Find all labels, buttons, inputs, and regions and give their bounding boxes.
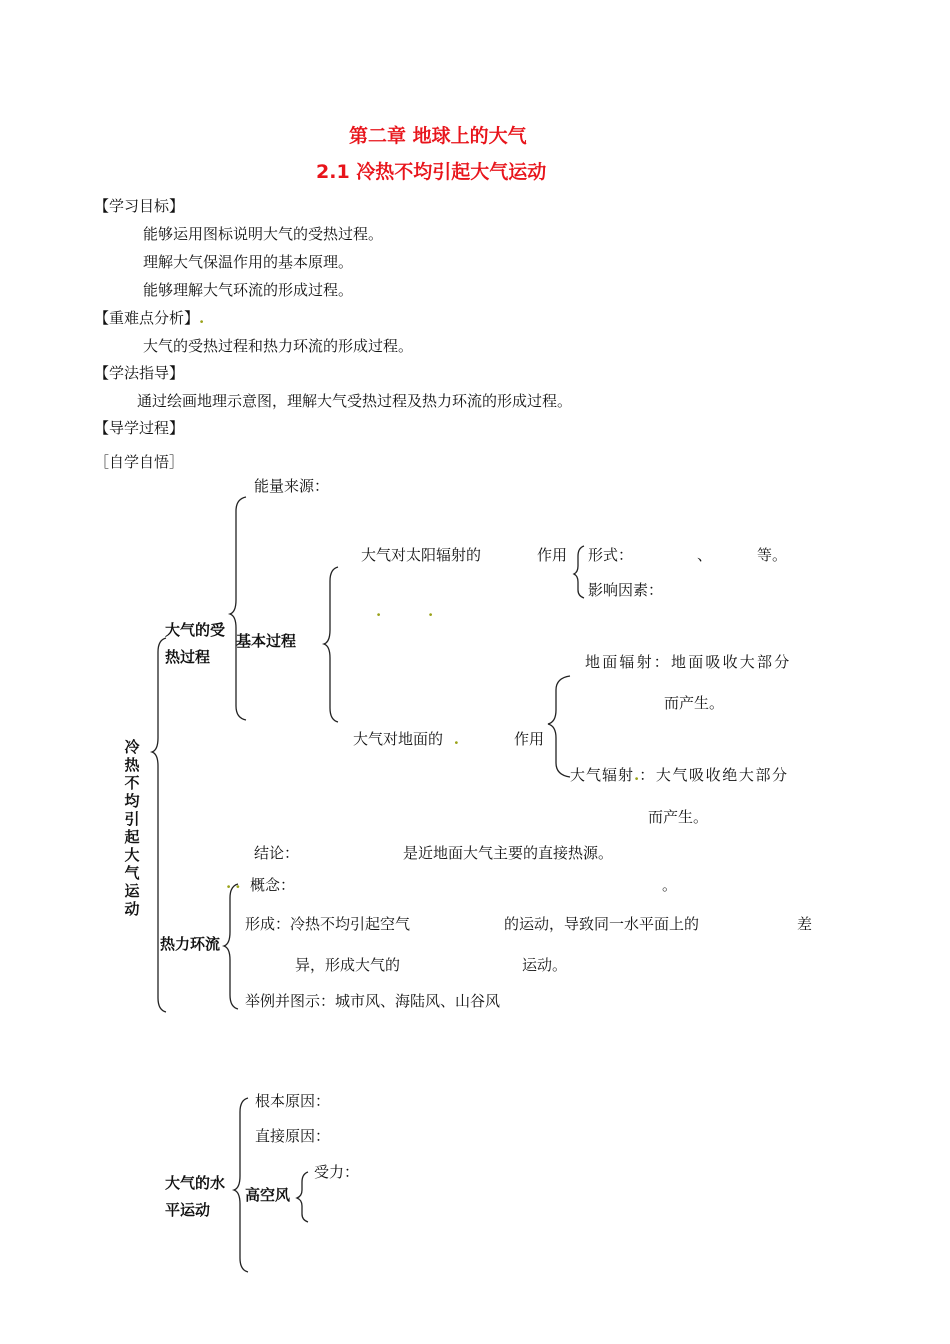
form-label: 形式： (588, 546, 634, 564)
horizontal-label-1: 大气的水 (165, 1174, 226, 1192)
key-points-text: 大气的受热过程和热力环流的形成过程。 (143, 337, 414, 355)
section-title: 2.1 冷热不均引起大气运动 (316, 161, 547, 183)
circulation-marks (226, 876, 240, 891)
ground-bracket (548, 676, 570, 777)
upper-wind-bracket (297, 1172, 308, 1222)
formation-text: 形成：冷热不均引起空气 (245, 915, 411, 933)
atmo-rad-b: ：大气吸收绝大部分 (639, 766, 789, 784)
ground-effect-text: 大气对地面的 (353, 730, 444, 748)
method-text: 通过绘画地理示意图，理解大气受热过程及热力环流的形成过程。 (137, 392, 573, 410)
conclusion-label: 结论： (254, 844, 300, 862)
basic-process-label: 基本过程 (236, 632, 297, 650)
atmo-rad (570, 768, 789, 783)
ground-rad: 地面辐射：地面吸收大部分 (585, 653, 792, 671)
method-heading: 【学法指导】 (94, 364, 185, 382)
force-label: 受力： (314, 1163, 360, 1181)
direct-cause-label: 直接原因： (255, 1127, 331, 1145)
concept-end: 。 (662, 876, 678, 894)
process-heading: 【导学过程】 (94, 419, 185, 437)
circulation-bracket (224, 884, 238, 1009)
upper-wind-label: 高空风 (245, 1186, 291, 1204)
blank-mark: . (235, 874, 241, 892)
ground-effect (353, 732, 459, 747)
ground-rad-cont: 而产生。 (664, 694, 725, 712)
heating-label (165, 617, 235, 671)
blank-mark: . (226, 874, 232, 892)
horizontal-label-2: 平运动 (165, 1201, 211, 1219)
solar-effect: 大气对太阳辐射的 (361, 546, 482, 564)
ground-effect-mark: . (453, 730, 460, 748)
formation-end: 差 (797, 915, 813, 933)
circulation-label: 热力环流 (160, 935, 221, 953)
heating-bracket (230, 497, 246, 720)
formation-cont-a: 异，形成大气的 (295, 956, 401, 974)
goal-item: 能够运用图标说明大气的受热过程。 (143, 225, 384, 243)
basic-bracket (324, 567, 338, 722)
key-points-heading-text: 【重难点分析】 (94, 309, 200, 327)
formation-mid: 的运动，导致同一水平面上的 (504, 915, 700, 933)
examples-text: 举例并图示：城市风、海陆风、山谷风 (245, 992, 501, 1010)
atmo-rad-mark: . (634, 766, 640, 784)
root-cause-label: 根本原因： (255, 1092, 331, 1110)
ground-effect-word: 作用 (514, 730, 545, 748)
blank-mark: . (428, 602, 434, 620)
formation-cont-b: 运动。 (522, 956, 568, 974)
chapter-title: 第二章 地球上的大气 (349, 125, 527, 147)
root-label: 冷热不均引起大气运动 (124, 738, 140, 918)
factors-label: 影响因素： (588, 581, 664, 599)
key-points-mark: . (199, 309, 205, 327)
root-bracket (152, 638, 166, 1012)
energy-source: 能量来源： (254, 477, 330, 495)
form-bracket (574, 546, 584, 598)
self-study-label: ［自学自悟］ (94, 453, 185, 471)
goal-item: 能够理解大气环流的形成过程。 (143, 281, 354, 299)
heating-label-text: 大气的受热过程 (165, 621, 226, 666)
atmo-rad-a: 大气辐射 (570, 766, 635, 784)
conclusion-text: 是近地面大气主要的直接热源。 (403, 844, 614, 862)
horizontal-bracket (234, 1098, 248, 1272)
solar-effect-word: 作用 (537, 546, 568, 564)
goal-item: 理解大气保温作用的基本原理。 (143, 253, 354, 271)
concept-label: 概念： (250, 876, 296, 894)
form-separator: 、 (697, 546, 713, 564)
goals-heading: 【学习目标】 (94, 197, 185, 215)
form-end: 等。 (757, 546, 788, 564)
atmo-rad-cont: 而产生。 (648, 808, 709, 826)
blank-mark: . (376, 602, 382, 620)
